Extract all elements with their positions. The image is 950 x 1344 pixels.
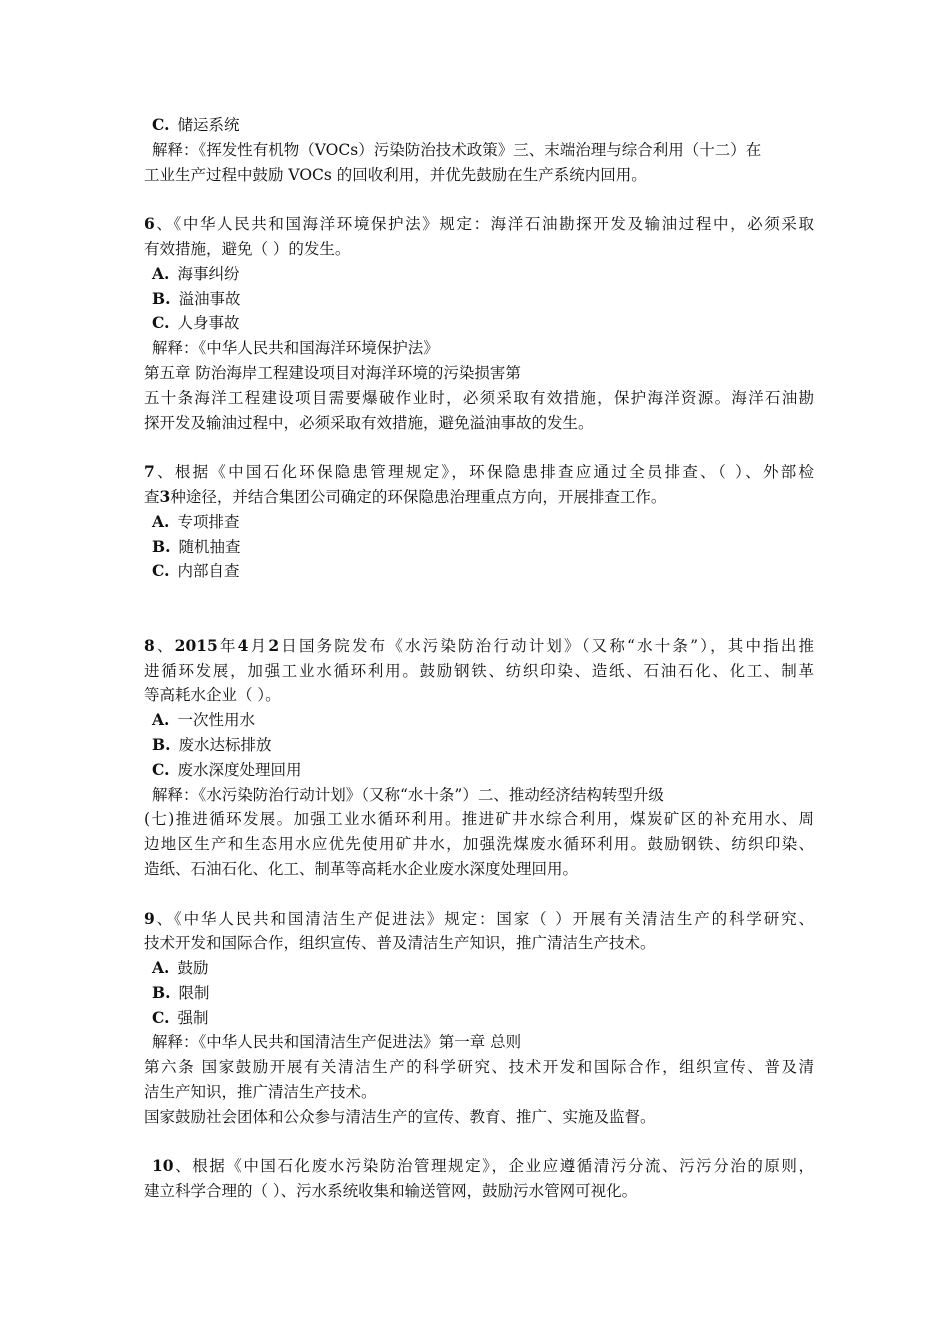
question-text: 、根据《中国石化环保隐患管理规定》，环保隐患排查应通过全员排查、（ ）、外部检 — [154, 463, 814, 482]
q6-option-b — [144, 287, 814, 312]
spacer — [144, 882, 814, 907]
q10-question-line-2: 建立科学合理的（ ）、污水系统收集和输送管网，鼓励污水管网可视化。 — [144, 1182, 638, 1201]
option-letter: A. — [152, 710, 170, 730]
option-letter: B. — [152, 734, 171, 754]
q6-explanation-line-4: 探开发及输油过程中，必须采取有效措施，避免溢油事故的发生。 — [144, 413, 594, 432]
question-number: 9 — [144, 908, 155, 928]
q8-option-c — [144, 758, 814, 783]
q8-question-line-2: 进循环发展，加强工业水循环利用。鼓励钢铁、纺织印染、造纸、石油石化、化工、制革 — [144, 661, 814, 680]
spacer — [144, 1130, 814, 1155]
q8-question-line-1: 8、2015年4月2日国务院发布《水污染防治行动计划》（又称“水十条”），其中指出推 — [144, 635, 814, 655]
option-text: 废水达标排放 — [178, 735, 272, 754]
q9-explanation-line-2: 第六条 国家鼓励开展有关清洁生产的科学研究、技术开发和国际合作，组织宣传、普及清 — [144, 1058, 814, 1077]
q6-question-line-2: 有效措施，避免（ ）的发生。 — [144, 239, 351, 258]
q9-explanation-line-1: 解释：《中华人民共和国清洁生产促进法》第一章 总则 — [152, 1033, 522, 1052]
question-number: 10 — [152, 1156, 174, 1176]
question-number: 8 — [144, 635, 155, 655]
q10-question-line-1 — [144, 1154, 814, 1179]
option-letter: A. — [152, 511, 170, 531]
q6-option-c — [144, 311, 814, 336]
q9-explanation-line-4: 国家鼓励社会团体和公众参与清洁生产的宣传、教育、推广、实施及监督。 — [144, 1107, 656, 1126]
q6-explanation-line-3: 五十条海洋工程建设项目需要爆破作业时，必须采取有效措施，保护海洋资源。海洋石油勘 — [144, 388, 814, 407]
question-text: 、《中华人民共和国清洁生产促进法》规定：国家（ ）开展有关清洁生产的科学研究、 — [154, 909, 814, 928]
option-text: 随机抽查 — [178, 537, 241, 556]
q8-explanation-line-1: 解释：《水污染防治行动计划》（又称“水十条”）二、推动经济结构转型升级 — [152, 785, 664, 804]
q9-question-line-2: 技术开发和国际合作，组织宣传、普及清洁生产知识，推广清洁生产技术。 — [144, 934, 656, 953]
question-text: 、根据《中国石化废水污染防治管理规定》，企业应遵循清污分流、污污分治的原则， — [173, 1157, 814, 1176]
option-text: 储运系统 — [177, 116, 240, 134]
option-letter: C. — [152, 561, 170, 581]
month: 4 — [237, 635, 249, 655]
question-number-inline: 3 — [159, 486, 171, 506]
q6-option-a — [144, 262, 814, 287]
q9-question-line-1 — [144, 907, 814, 932]
option-letter: B. — [152, 288, 171, 308]
question-number: 6 — [144, 214, 155, 234]
q7-option-c — [144, 559, 814, 584]
option-text: 限制 — [178, 983, 210, 1002]
q9-option-b — [144, 981, 814, 1006]
option-letter: A. — [152, 263, 170, 283]
q8-option-b — [144, 733, 814, 758]
q7-option-a — [144, 510, 814, 535]
q7-question-line-2 — [144, 485, 814, 510]
question-text: 年 — [217, 636, 238, 655]
question-text: 月 — [248, 636, 269, 655]
question-text: 、《中华人民共和国海洋环境保护法》规定：海洋石油勘探开发及输油过程中，必须采取 — [154, 215, 814, 234]
q6-explanation-line-2: 第五章 防治海岸工程建设项目对海洋环境的污染损害第 — [144, 363, 521, 382]
q9-option-c — [144, 1006, 814, 1031]
option-text: 鼓励 — [177, 959, 209, 978]
q8-explanation-line-2: (七)推进循环发展。加强工业水循环利用。推进矿井水综合利用，煤炭矿区的补充用水、周 — [144, 810, 814, 829]
option-text: 废水深度处理回用 — [177, 760, 302, 779]
option-text: 专项排查 — [177, 512, 240, 531]
option-text: 海事纠纷 — [177, 264, 240, 283]
q8-explanation-line-3: 边地区生产和生态用水应优先使用矿井水，加强洗煤废水循环利用。鼓励钢铁、纺织印染、 — [144, 835, 814, 854]
q6-question-line-1 — [144, 212, 814, 237]
q7-option-b — [144, 535, 814, 560]
q8-explanation-line-4: 造纸、石油石化、化工、制革等高耗水企业废水深度处理回用。 — [144, 859, 579, 878]
question-text: 日国务院发布《水污染防治行动计划》（又称“水十条”），其中指出推 — [279, 636, 814, 655]
option-letter: B. — [152, 982, 171, 1002]
option-letter: C. — [152, 759, 170, 779]
document-page — [144, 113, 814, 1204]
spacer — [144, 187, 814, 212]
q7-question-line-1 — [144, 460, 814, 485]
q5-explanation-line-1: 解释：《挥发性有机物（VOCs）污染防治技术政策》三、末端治理与综合利用（十二）在 — [152, 140, 762, 159]
q8-question-line-3: 等高耗水企业（ ）。 — [144, 686, 281, 705]
q9-explanation-line-3: 洁生产知识，推广清洁生产技术。 — [144, 1083, 377, 1102]
day: 2 — [268, 635, 280, 655]
option-letter: B. — [152, 536, 171, 556]
option-text: 一次性用水 — [177, 711, 255, 730]
q9-option-a — [144, 956, 814, 981]
q5-explanation-line-2: 工业生产过程中鼓励 VOCs 的回收利用，并优先鼓励在生产系统内回用。 — [144, 165, 647, 184]
year: 2015 — [174, 635, 218, 655]
option-text: 人身事故 — [177, 314, 240, 333]
q6-explanation-line-1: 解释：《中华人民共和国海洋环境保护法》 — [152, 339, 439, 358]
option-letter: C. — [152, 313, 170, 333]
question-number: 7 — [144, 462, 155, 482]
option-text: 强制 — [177, 1008, 209, 1027]
question-text: 查 — [144, 487, 160, 506]
spacer — [144, 435, 814, 460]
option-text: 溢油事故 — [178, 289, 241, 308]
option-letter: C. — [152, 1007, 170, 1027]
option-letter: A. — [152, 958, 170, 978]
question-text: 种途径，并结合集团公司确定的环保隐患治理重点方向，开展排查工作。 — [170, 487, 667, 506]
option-text: 内部自查 — [177, 562, 240, 581]
option-letter: C. — [152, 115, 170, 134]
q5-option-c — [144, 113, 814, 138]
q8-option-a — [144, 708, 814, 733]
spacer — [144, 584, 814, 634]
